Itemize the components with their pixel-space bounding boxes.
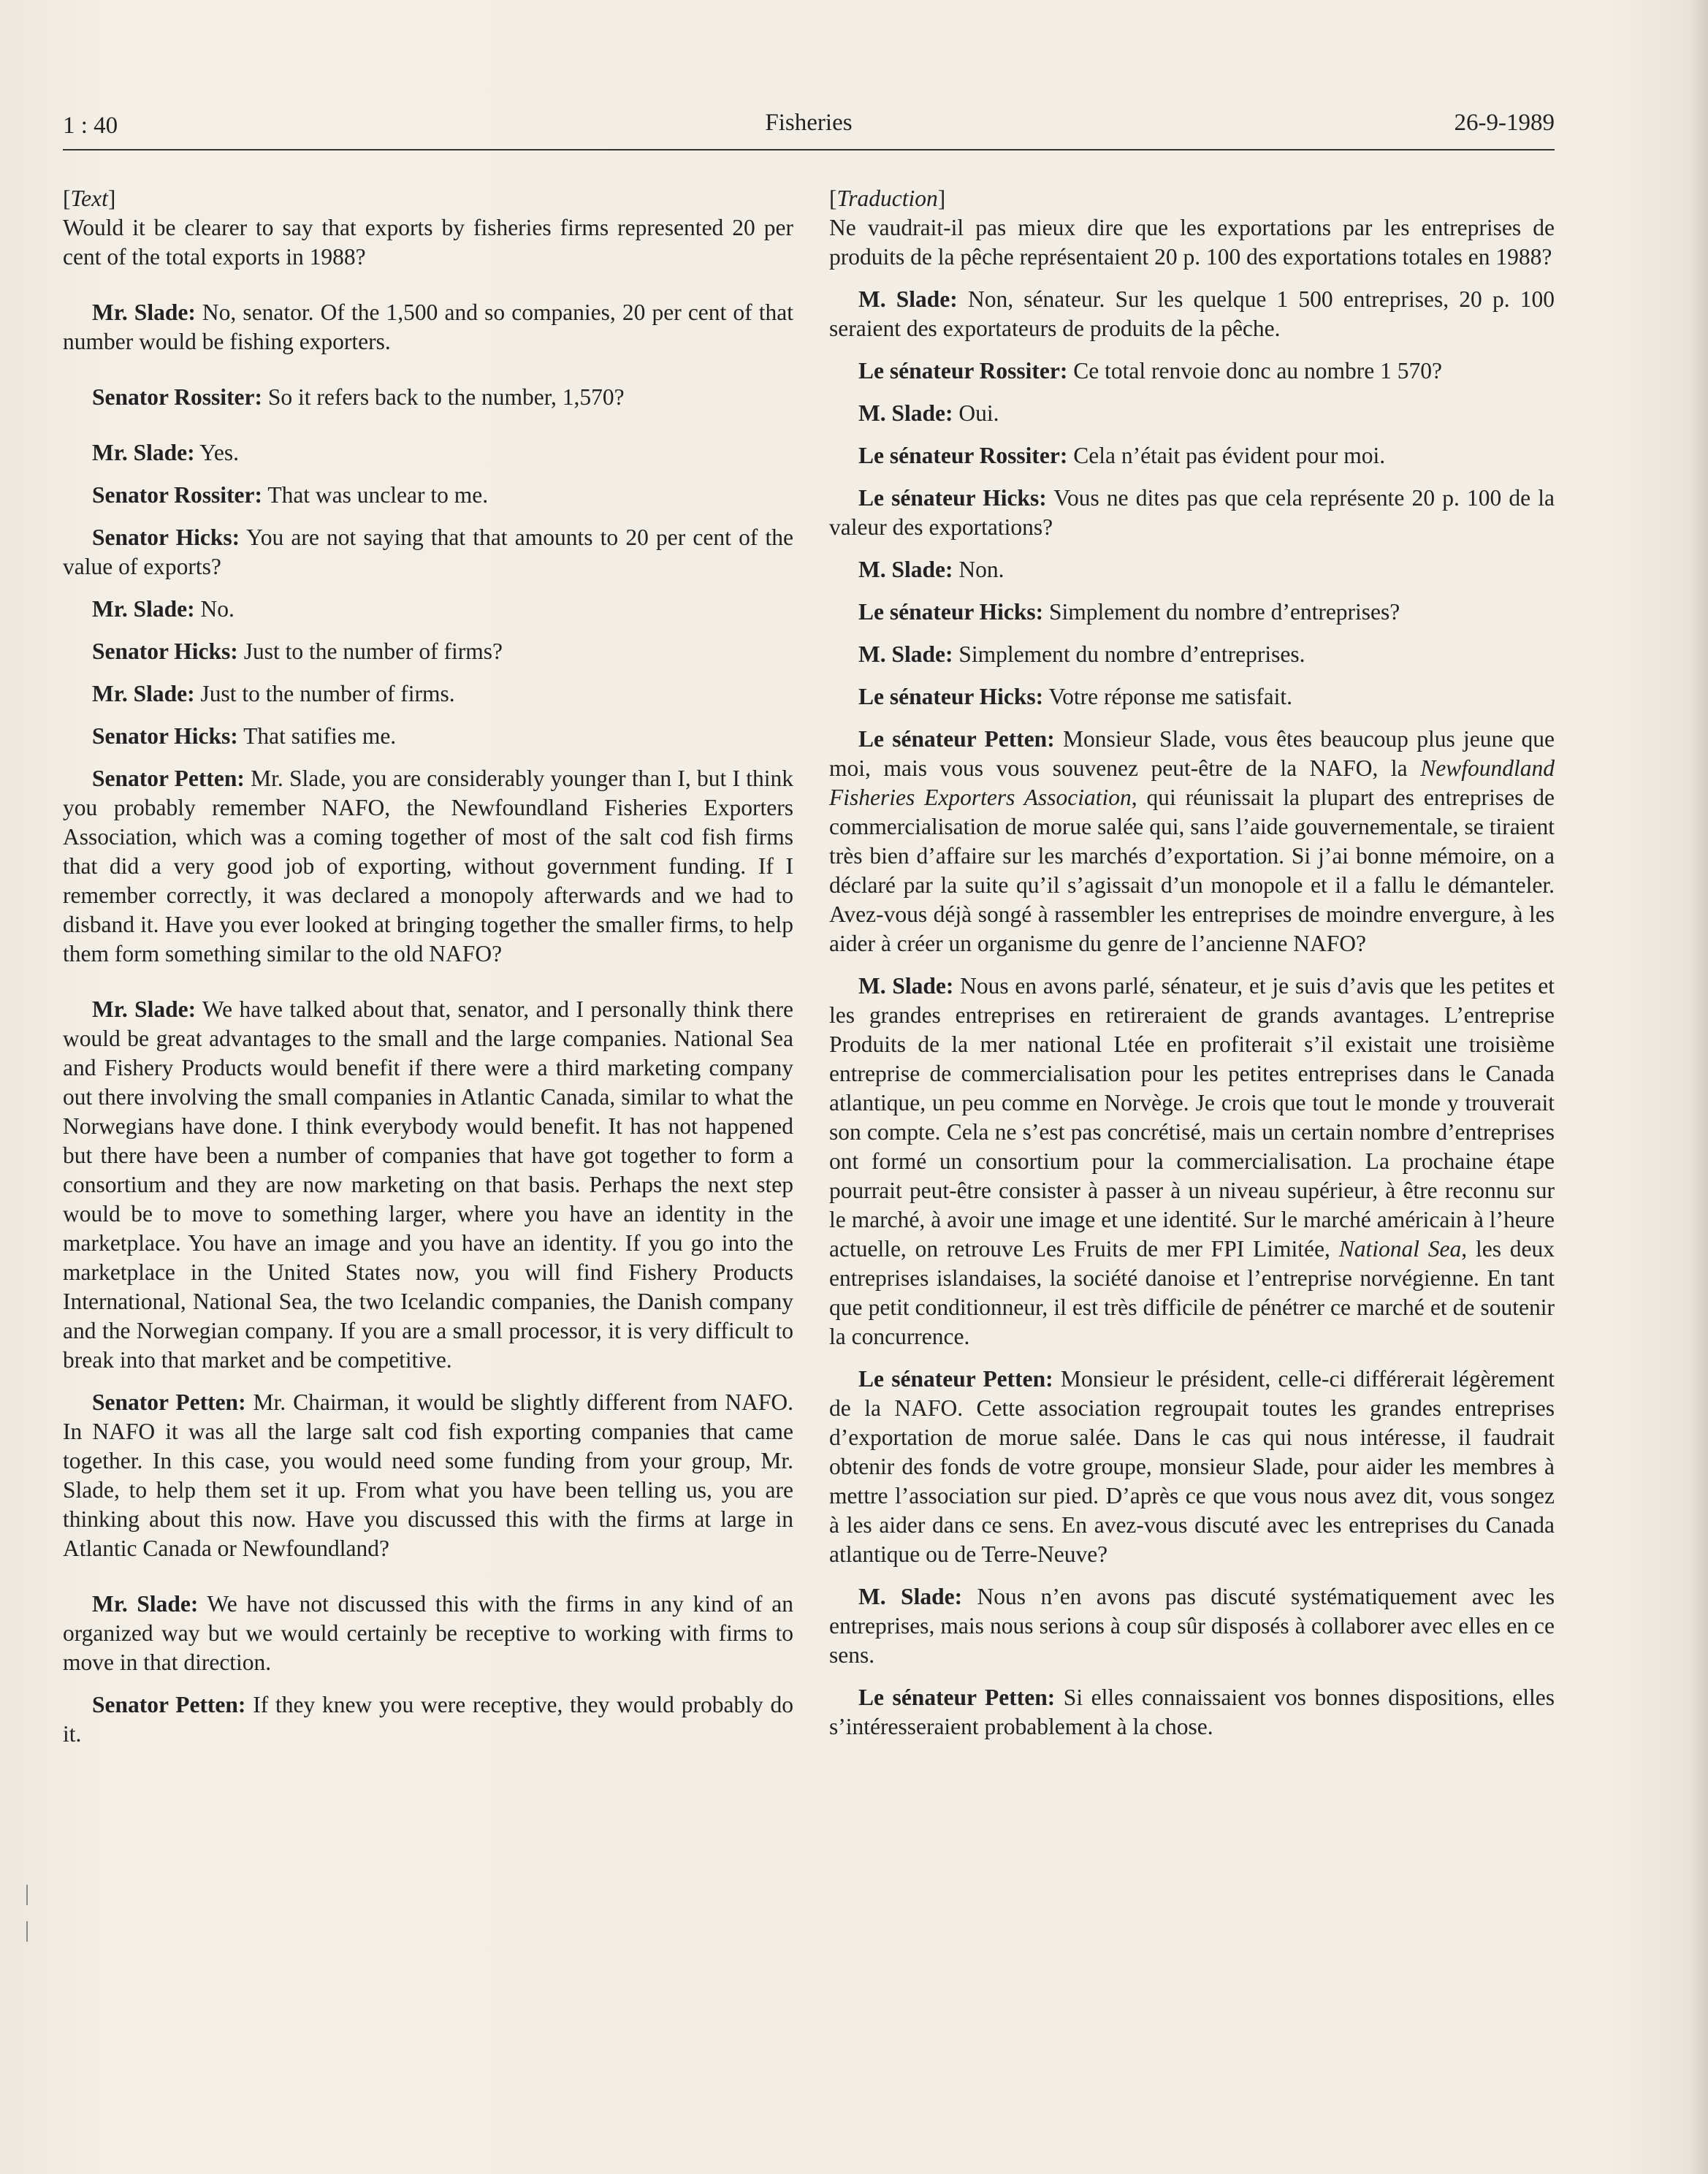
speaker-name: Senator Petten: <box>92 1692 246 1717</box>
speech-paragraph: M. Slade: Non, sénateur. Sur les quelque 1 500 entreprises, 20 p. 100 seraient des exportateurs de produits de la pêche. <box>829 286 1555 341</box>
speech-paragraph: Senator Hicks: You are not saying that that amounts to 20 per cent of the value of exports? <box>63 525 793 579</box>
speech-paragraph: Le sénateur Hicks: Votre réponse me satisfait. <box>858 684 1293 709</box>
speaker-name: Mr. Slade: <box>92 996 197 1022</box>
speech-paragraph: Senator Hicks: That satifies me. <box>92 723 397 749</box>
speaker-name: Le sénateur Petten: <box>858 1366 1053 1392</box>
speaker-name: Le sénateur Rossiter: <box>858 358 1068 384</box>
speaker-name: Mr. Slade: <box>92 440 195 465</box>
speech-paragraph: Mr. Slade: We have not discussed this with the firms in any kind of an organized way but we would certainly be receptive to working with firms to move in that direction. <box>63 1591 793 1675</box>
italic-name: Newfoundland Fisheries Exporters Association <box>829 755 1555 810</box>
speech-paragraph: Senator Petten: Mr. Slade, you are considerably younger than I, but I think you probably remember NAFO, the Newfoundland Fisheries Exporters Association, which was a coming together of most of the salt cod fish firms that did a very good job of exporting, without government funding. If I remember correctly, it was declared a monopoly afterwards and we had to disband it. Have you ever looked at bringing together the smaller firms, to help them form something similar to the old NAFO? <box>63 766 793 966</box>
section-tag: [Traduction] <box>829 186 946 211</box>
speech-paragraph: Senator Rossiter: So it refers back to the number, 1,570? <box>92 384 625 410</box>
margin-mark <box>26 1885 28 1905</box>
speech-paragraph: Senator Petten: If they knew you were receptive, they would probably do it. <box>63 1692 793 1747</box>
speaker-name: Senator Petten: <box>92 1389 246 1415</box>
speaker-name: Senator Petten: <box>92 766 245 791</box>
speaker-name: Mr. Slade: <box>92 681 195 706</box>
speech-paragraph: Le sénateur Petten: Si elles connaissaient vos bonnes dispositions, elles s’intéresseraient probablement à la chose. <box>829 1685 1555 1739</box>
speech-paragraph: Senator Petten: Mr. Chairman, it would be slightly different from NAFO. In NAFO it was all the large salt cod fish exporting companies that came together. In this case, you would need some funding from your group, Mr. Slade, to help them set it up. From what you have been telling us, you are thinking about this now. Have you discussed this with the firms at large in Atlantic Canada or Newfoundland? <box>63 1389 793 1561</box>
speaker-name: Senator Hicks: <box>92 638 238 664</box>
italic-name: National Sea <box>1338 1236 1462 1262</box>
speaker-name: M. Slade: <box>858 973 954 999</box>
english-column <box>63 184 793 1762</box>
speech-paragraph: Le sénateur Hicks: Vous ne dites pas que cela représente 20 p. 100 de la valeur des exportations? <box>829 485 1555 540</box>
speech-paragraph: M. Slade: Oui. <box>858 400 999 426</box>
speaker-name: Senator Hicks: <box>92 525 240 550</box>
page-date: 26-9-1989 <box>1454 110 1555 136</box>
margin-mark <box>26 1921 28 1942</box>
page-edge-shadow <box>1689 0 1708 2174</box>
speaker-name: Le sénateur Rossiter: <box>858 443 1068 468</box>
speaker-name: Mr. Slade: <box>92 300 196 325</box>
speech-paragraph: Mr. Slade: No, senator. Of the 1,500 and so companies, 20 per cent of that number would be fishing exporters. <box>63 300 793 354</box>
speaker-name: M. Slade: <box>858 641 953 667</box>
header-rule <box>63 149 1555 150</box>
speaker-name: Le sénateur Petten: <box>858 726 1055 752</box>
speaker-name: M. Slade: <box>858 400 953 426</box>
speech-paragraph: M. Slade: Nous en avons parlé, sénateur, et je suis d’avis que les petites et les grandes entreprises en retireraient de grands avantages. L’entreprise Produits de la mer national Ltée en profiterait s’il existait une troisième entreprise de commercialisation pour les petites entreprises dans le Canada atlantique, un peu comme en Norvège. Je crois que tout le monde y trouverait son compte. Cela ne s’est pas concrétisé, mais un certain nombre d’entreprises ont formé un consortium pour la commercialisation. La prochaine étape pourrait peut-être consister à passer à un niveau supérieur, à être reconnu sur le marché, à avoir une image et une identité. Sur le marché américain à l’heure actuelle, on retrouve Les Fruits de mer FPI Limitée, National Sea, les deux entreprises islandaises, la société danoise et l’entreprise norvégienne. En tant que petit conditionneur, il est très difficile de pénétrer ce marché et de soutenir la concurrence. <box>829 973 1555 1349</box>
speaker-name: Mr. Slade: <box>92 1591 199 1617</box>
speaker-name: M. Slade: <box>858 286 958 312</box>
speaker-name: Le sénateur Hicks: <box>858 485 1047 511</box>
speaker-name: Senator Rossiter: <box>92 384 263 410</box>
page-header <box>63 108 1555 145</box>
speech-paragraph: Le sénateur Rossiter: Cela n’était pas évident pour moi. <box>858 443 1386 468</box>
page-number: 1 : 40 <box>63 112 118 139</box>
speech-paragraph: M. Slade: Simplement du nombre d’entreprises. <box>858 641 1305 667</box>
speaker-name: Le sénateur Hicks: <box>858 684 1044 709</box>
speech-paragraph: Le sénateur Petten: Monsieur Slade, vous êtes beaucoup plus jeune que moi, mais vous vous souvenez peut-être de la NAFO, la Newfoundland Fisheries Exporters Association, qui réunissait la plupart des entreprises de commercialisation de morue salée qui, sans l’aide gouvernementale, se tiraient très bien d’affaire sur les marchés d’exportation. Si j’ai bonne mémoire, on a déclaré par la suite qu’il s’agissait d’un monopole et il a fallu le démanteler. Avez-vous déjà songé à rassembler les entreprises de moindre envergure, à les aider à créer un organisme du genre de l’ancienne NAFO? <box>829 726 1555 956</box>
speaker-name: Senator Rossiter: <box>92 482 263 508</box>
speech-paragraph: M. Slade: Nous n’en avons pas discuté systématiquement avec les entreprises, mais nous serions à coup sûr disposés à collaborer avec elles en ce sens. <box>829 1584 1555 1668</box>
speech-paragraph: Mr. Slade: Yes. <box>92 440 240 465</box>
speaker-name: M. Slade: <box>858 1584 963 1609</box>
section-tag: [Text] <box>63 186 116 211</box>
speech-paragraph: Mr. Slade: We have talked about that, senator, and I personally think there would be great advantages to the small and the large companies. National Sea and Fishery Products would benefit if there were a third marketing company out there involving the small companies in Atlantic Canada, similar to what the Norwegians have done. I think everybody would benefit. It has not happened but there have been a number of companies that have got together to form a consortium and they are now marketing on that basis. Perhaps the next step would be to move to something larger, where you have an identity in the marketplace. You have an image and you have an identity. If you go into the marketplace in the United States now, you will find Fishery Products International, National Sea, the two Icelandic companies, the Danish company and the Norwegian company. If you are a small processor, it is very difficult to break into that market and be competitive. <box>63 996 793 1373</box>
speech-paragraph: M. Slade: Non. <box>858 557 1004 582</box>
speaker-name: Senator Hicks: <box>92 723 238 749</box>
speech-paragraph: Le sénateur Hicks: Simplement du nombre d’entreprises? <box>858 599 1400 625</box>
speech-paragraph: Mr. Slade: No. <box>92 596 235 622</box>
intro-paragraph: Ne vaudrait-il pas mieux dire que les exportations par les entreprises de produits de la pêche représentaient 20 p. 100 des exportations totales en 1988? <box>829 215 1555 270</box>
speech-paragraph: Senator Rossiter: That was unclear to me. <box>92 482 489 508</box>
speaker-name: Le sénateur Hicks: <box>858 599 1044 625</box>
speech-paragraph: Senator Hicks: Just to the number of firms? <box>92 638 503 664</box>
speaker-name: M. Slade: <box>858 557 953 582</box>
intro-paragraph: Would it be clearer to say that exports by fisheries firms represented 20 per cent of the total exports in 1988? <box>63 215 793 270</box>
page-title: Fisheries <box>765 110 853 136</box>
speech-paragraph: Le sénateur Petten: Monsieur le président, celle-ci différerait légèrement de la NAFO. Cette association regroupait toutes les grandes entreprises d’exportation de morue salée. Dans le cas qui nous intéresse, il faudrait obtenir des fonds de votre groupe, monsieur Slade, pour aider les membres à mettre l’association sur pied. D’après ce que vous nous avez dit, vous songez à les aider dans ce sens. En avez-vous discuté avec les entreprises du Canada atlantique ou de Terre-Neuve? <box>829 1366 1555 1567</box>
speech-paragraph: Mr. Slade: Just to the number of firms. <box>92 681 455 706</box>
speech-paragraph: Le sénateur Rossiter: Ce total renvoie donc au nombre 1 570? <box>858 358 1442 384</box>
speaker-name: Le sénateur Petten: <box>858 1685 1056 1710</box>
speaker-name: Mr. Slade: <box>92 596 195 622</box>
french-column <box>829 184 1555 1755</box>
